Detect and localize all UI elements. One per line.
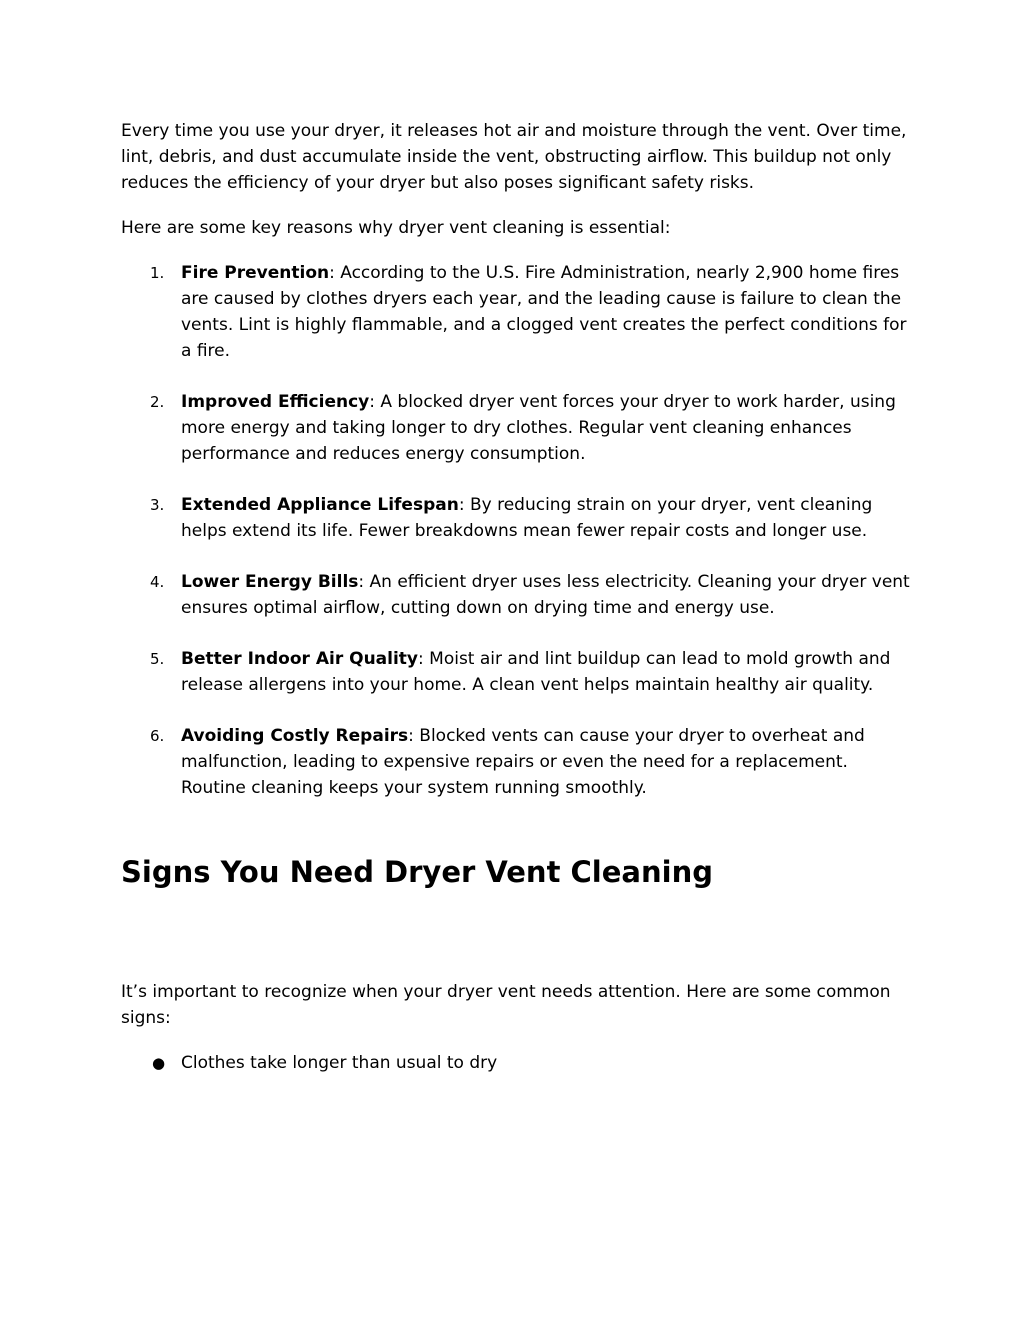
list-number: 5.	[150, 650, 165, 668]
reason-text: : By reducing strain on your dryer, vent cleaning helps extend its life. Fewer breakdowns mean fewer repair costs and longer use.	[181, 495, 873, 541]
signs-heading: Signs You Need Dryer Vent Cleaning	[121, 855, 713, 889]
reasons-lead-paragraph: Here are some key reasons why dryer vent cleaning is essential:	[121, 218, 671, 238]
reason-title: Lower Energy Bills	[181, 572, 359, 592]
list-number: 2.	[150, 393, 165, 411]
sign-text: Clothes take longer than usual to dry	[181, 1053, 498, 1073]
intro-paragraph: Every time you use your dryer, it releases hot air and moisture through the vent. Over time, lint, debris, and dust accumulate inside the vent, obstructing airflow. This buildup not only reduces the efficiency of your dryer but also poses significant safety risks.	[121, 121, 907, 193]
reason-text: : Moist air and lint buildup can lead to mold growth and release allergens into your home. A clean vent helps maintain healthy air quality.	[181, 649, 891, 695]
document-page	[121, 118, 911, 1076]
reason-title: Improved Efficiency	[181, 392, 370, 412]
list-number: 3.	[150, 496, 165, 514]
reason-text: : A blocked dryer vent forces your dryer to work harder, using more energy and taking longer to dry clothes. Regular vent cleaning enhances performance and reduces energy consumption.	[181, 392, 896, 464]
reasons-list	[121, 260, 911, 801]
signs-list	[121, 1050, 911, 1076]
reason-item-indoor-air-quality	[121, 646, 911, 698]
reason-item-fire-prevention	[121, 260, 911, 364]
list-number: 4.	[150, 573, 165, 591]
list-item	[121, 1050, 911, 1076]
reason-title: Fire Prevention	[181, 263, 330, 283]
reason-item-extended-lifespan	[121, 492, 911, 544]
reason-item-costly-repairs	[121, 723, 911, 801]
bullet-icon: ●	[152, 1054, 166, 1072]
reason-item-lower-energy-bills	[121, 569, 911, 621]
reason-item-improved-efficiency	[121, 389, 911, 467]
reason-text: : An efficient dryer uses less electricity. Cleaning your dryer vent ensures optimal airflow, cutting down on drying time and energy use.	[181, 572, 910, 618]
reason-title: Avoiding Costly Repairs	[181, 726, 409, 746]
reason-text: : Blocked vents can cause your dryer to overheat and malfunction, leading to expensive repairs or even the need for a replacement. Routine cleaning keeps your system running smoothly.	[181, 726, 865, 798]
list-number: 6.	[150, 727, 165, 745]
reason-title: Better Indoor Air Quality	[181, 649, 419, 669]
signs-intro-paragraph: It’s important to recognize when your dryer vent needs attention. Here are some common signs:	[121, 982, 891, 1028]
reason-text: : According to the U.S. Fire Administration, nearly 2,900 home fires are caused by clothes dryers each year, and the leading cause is failure to clean the vents. Lint is highly flammable, and a clogged vent creates the perfect conditions for a fire.	[181, 263, 907, 361]
reason-title: Extended Appliance Lifespan	[181, 495, 459, 515]
list-number: 1.	[150, 264, 165, 282]
